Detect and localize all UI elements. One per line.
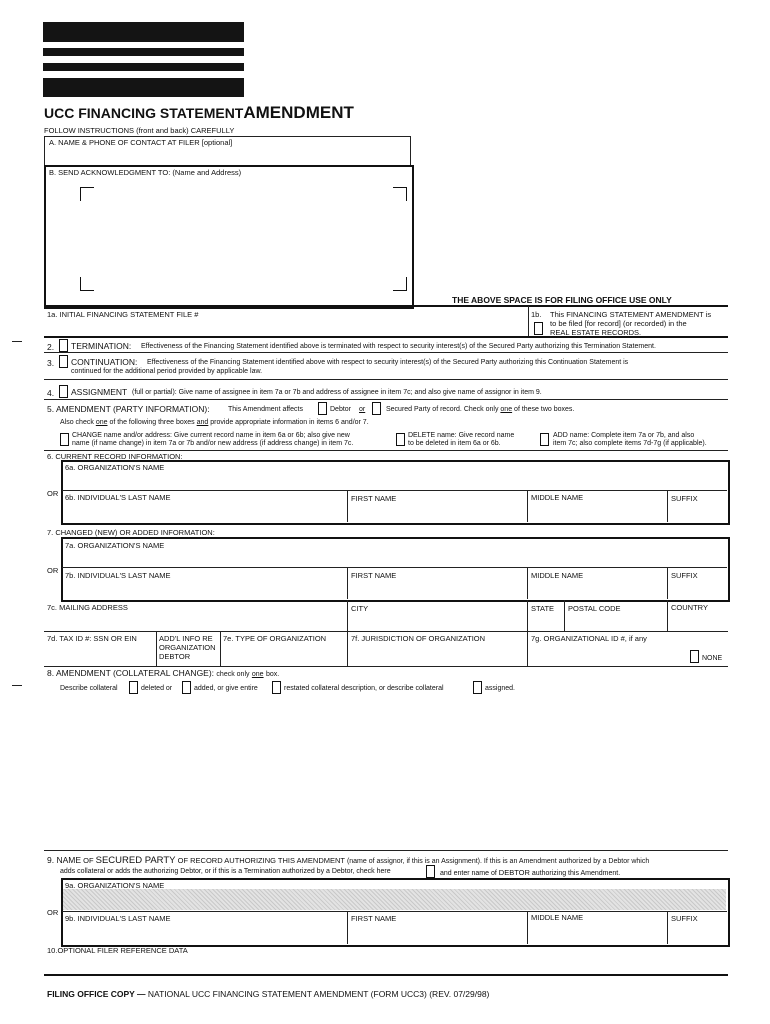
rule-5	[44, 450, 728, 451]
item6b-field[interactable]	[65, 504, 343, 518]
item7d-col1	[156, 632, 157, 666]
item10-label-line	[47, 946, 188, 955]
item7-or: OR	[47, 566, 59, 575]
item8-deleted: deleted or	[141, 685, 173, 692]
item9-note2: adds collateral or adds the authorizing Debtor, or if this is a Termination authorized by a Debtor, check here	[60, 868, 391, 875]
item9-col1	[347, 912, 348, 944]
rule-9-mid	[62, 911, 727, 912]
item3-num: 3.	[47, 358, 55, 368]
item5-secured: Secured Party of record. Check only	[386, 406, 499, 413]
item7-suffix-field[interactable]	[671, 582, 723, 596]
continuation-checkbox[interactable]	[59, 355, 68, 368]
item1b-text2: to be filed [for record] (or recorded) in the	[550, 319, 687, 328]
contact-label: A. NAME & PHONE OF CONTACT AT FILER [optional]	[49, 138, 233, 147]
item9-col2	[527, 912, 528, 944]
item7a-field[interactable]	[65, 552, 720, 566]
change-text2: name (if name change) in item 7a or 7b and/or new address (if address change) in item 7c.	[72, 440, 354, 447]
item7-state: STATE	[531, 604, 555, 613]
item5-one: one	[500, 406, 513, 413]
item5-also: Also check	[60, 419, 94, 426]
item7-title: 7. CHANGED (NEW) OR ADDED INFORMATION:	[47, 528, 215, 537]
item7-city-field[interactable]	[351, 614, 523, 628]
corner-mark-tr	[393, 187, 407, 201]
footer-rest: NATIONAL UCC FINANCING STATEMENT AMENDMENT (FORM UCC3) (REV. 07/29/98)	[147, 989, 490, 999]
item1b-num: 1b.	[531, 310, 542, 319]
item9b-label: 9b. INDIVIDUAL'S LAST NAME	[65, 914, 171, 923]
item8-box: box.	[265, 671, 280, 678]
corner-mark-bl	[80, 277, 94, 291]
item5-or: or	[359, 406, 366, 413]
secured-party-checkbox[interactable]	[372, 402, 381, 415]
item5-affects: This Amendment affects	[228, 406, 303, 413]
item6-suffix-field[interactable]	[671, 504, 723, 518]
rule-7d	[44, 666, 728, 667]
item7-postal: POSTAL CODE	[568, 604, 621, 613]
item10-num: 10.	[47, 946, 58, 955]
termination-checkbox[interactable]	[59, 339, 68, 352]
item9b-field[interactable]	[65, 925, 343, 939]
item6b-label: 6b. INDIVIDUAL'S LAST NAME	[65, 493, 171, 502]
item6-col2	[527, 491, 528, 522]
item7f-label: 7f. JURISDICTION OF ORGANIZATION	[351, 634, 486, 643]
item2-text: Effectiveness of the Financing Statement identified above is terminated with respect to security interest(s) of the Secured Party authorizing this Termination Statement.	[141, 343, 656, 350]
footer	[47, 989, 489, 999]
item6-suffix: SUFFIX	[671, 494, 698, 503]
change-checkbox[interactable]	[60, 433, 69, 446]
item9-note1: (name of assignor, if this is an Assignment). If this is an Amendment authorized by a Debtor which	[346, 858, 650, 865]
item9-secured: SECURED PARTY	[95, 855, 176, 866]
item7-col1	[347, 568, 348, 599]
item8-check: check only	[216, 671, 250, 678]
delete-text2: to be deleted in item 6a or 6b.	[408, 440, 501, 447]
item8-assigned: assigned.	[485, 685, 515, 692]
item1b-text1: This FINANCING STATEMENT AMENDMENT is	[550, 310, 712, 319]
item4-num: 4.	[47, 388, 55, 398]
change-text1: CHANGE name and/or address: Give current record name in item 6a or 6b; also give new	[72, 432, 350, 439]
collateral-description-area[interactable]	[47, 698, 725, 846]
item7d-col4	[527, 632, 528, 666]
item3-text2: continued for the additional period provided by applicable law.	[71, 368, 263, 375]
office-use-label: THE ABOVE SPACE IS FOR FILING OFFICE USE ONLY	[452, 295, 672, 305]
item7-first: FIRST NAME	[351, 571, 397, 580]
item9a-label: 9a. ORGANIZATION'S NAME	[65, 881, 165, 890]
none-checkbox[interactable]	[690, 650, 699, 663]
item9-col3	[667, 912, 668, 944]
item6a-field[interactable]	[65, 474, 720, 488]
item5-also-one: one	[95, 419, 108, 426]
item6-middle: MIDDLE NAME	[531, 493, 584, 502]
acknowledgment-field[interactable]	[96, 192, 386, 277]
add-text1: ADD name: Complete item 7a or 7b, and also	[553, 432, 695, 439]
item7-country-field[interactable]	[671, 614, 723, 628]
item7-middle-field[interactable]	[531, 582, 663, 596]
item7f-field[interactable]	[351, 645, 523, 659]
rule-1-top	[44, 305, 728, 307]
item7c-field[interactable]	[47, 614, 343, 628]
item7c-col1	[347, 600, 348, 631]
item5-secured-end: of these two boxes.	[514, 406, 575, 413]
item7-addl2: ORGANIZATION	[159, 643, 216, 652]
item8-one: one	[251, 671, 264, 678]
item7d-col2	[220, 632, 221, 666]
item5-also-end: provide appropriate information in items 6 and/or 7.	[210, 419, 369, 426]
item6-first-field[interactable]	[351, 504, 523, 518]
item7g-field[interactable]	[531, 645, 681, 659]
item7c-col4	[667, 600, 668, 631]
item10-label: OPTIONAL FILER REFERENCE DATA	[57, 946, 188, 955]
item7-country: COUNTRY	[671, 603, 708, 612]
item9-of: OF	[83, 856, 94, 865]
item1b-text3: REAL ESTATE RECORDS.	[550, 328, 642, 337]
item1a-label: 1a. INITIAL FINANCING STATEMENT FILE #	[47, 310, 199, 319]
rule-7c	[44, 631, 728, 632]
collateral-added-checkbox[interactable]	[182, 681, 191, 694]
item7-col2	[527, 568, 528, 599]
item8-title: 8. AMENDMENT (COLLATERAL CHANGE):	[47, 668, 215, 678]
item7b-label: 7b. INDIVIDUAL'S LAST NAME	[65, 571, 171, 580]
acknowledgment-label: B. SEND ACKNOWLEDGMENT TO: (Name and Address)	[49, 168, 242, 177]
item8-title-line	[47, 668, 279, 679]
item7-city: CITY	[351, 604, 369, 613]
item6-middle-field[interactable]	[531, 504, 663, 518]
item5-secured-line	[386, 406, 574, 414]
item8-restated: restated collateral description, or describe collateral	[284, 685, 444, 692]
item5-also-line	[60, 419, 369, 427]
item7d-label: 7d. TAX ID #: SSN OR EIN	[47, 634, 137, 643]
corner-mark-tl	[80, 187, 94, 201]
item9-middle-field[interactable]	[531, 925, 663, 939]
item8-describe: Describe collateral	[60, 685, 118, 692]
title-main: AMENDMENT	[243, 103, 354, 122]
collateral-restated-checkbox[interactable]	[272, 681, 281, 694]
item7-suffix: SUFFIX	[671, 571, 698, 580]
item9-suffix: SUFFIX	[671, 914, 698, 923]
item4-title: ASSIGNMENT	[71, 387, 128, 397]
item9-or: OR	[47, 908, 59, 917]
item7-first-field[interactable]	[351, 582, 523, 596]
item7c-label: 7c. MAILING ADDRESS	[47, 603, 128, 612]
item9-title-line	[47, 855, 649, 866]
item9-of-record: OF RECORD AUTHORIZING THIS AMENDMENT	[177, 856, 345, 865]
item6-col1	[347, 491, 348, 522]
item7e-field[interactable]	[223, 645, 343, 659]
rule-7-mid	[62, 567, 727, 568]
item7-addl1: ADD'L INFO RE	[159, 634, 213, 643]
item7e-label: 7e. TYPE OF ORGANIZATION	[223, 634, 327, 643]
delete-text1: DELETE name: Give record name	[408, 432, 515, 439]
corner-mark-br	[393, 277, 407, 291]
item2-num: 2.	[47, 342, 55, 352]
header-bar-bottom	[43, 78, 244, 97]
item6a-label: 6a. ORGANIZATION'S NAME	[65, 463, 165, 472]
debtor-authorized-checkbox[interactable]	[426, 865, 435, 878]
margin-tick-2	[12, 685, 22, 686]
item4-text: (full or partial): Give name of assignee in item 7a or 7b and address of assignee in item 7c; and also give name of assignor in item 9.	[132, 389, 542, 396]
rule-4	[44, 399, 728, 400]
item9-note3-line	[440, 868, 620, 878]
collateral-assigned-checkbox[interactable]	[473, 681, 482, 694]
item9-first-field[interactable]	[351, 925, 523, 939]
header-bar-top	[43, 22, 244, 42]
item2-title: TERMINATION:	[71, 341, 132, 351]
item8-added: added, or give entire	[194, 685, 258, 692]
footer-bold: FILING OFFICE COPY —	[47, 989, 146, 999]
item5-debtor: Debtor	[330, 406, 352, 413]
item7g-label: 7g. ORGANIZATIONAL ID #, if any	[531, 634, 647, 643]
item9-first: FIRST NAME	[351, 914, 397, 923]
item9-debtor: DEBTOR	[498, 868, 530, 877]
item7c-col3	[564, 600, 565, 631]
rule-8	[44, 850, 728, 851]
item5-also-rest: of the following three boxes	[109, 419, 195, 426]
item9-middle: MIDDLE NAME	[531, 913, 584, 922]
real-estate-checkbox[interactable]	[534, 322, 543, 335]
header-bar-mid2	[43, 63, 244, 71]
item7c-col2	[527, 600, 528, 631]
item7-addl3: DEBTOR	[159, 652, 191, 661]
item7d-col3	[347, 632, 348, 666]
item7-col3	[667, 568, 668, 599]
add-checkbox[interactable]	[540, 433, 549, 446]
rule-2	[44, 352, 728, 353]
item7-postal-field[interactable]	[568, 614, 663, 628]
item10-field[interactable]	[62, 957, 725, 971]
debtor-checkbox[interactable]	[318, 402, 327, 415]
item7b-field[interactable]	[65, 582, 343, 596]
assignment-checkbox[interactable]	[59, 385, 68, 398]
item6-first: FIRST NAME	[351, 494, 397, 503]
item3-title: CONTINUATION:	[71, 357, 138, 367]
item7-state-field[interactable]	[531, 614, 561, 628]
item9-note4: authorizing this Amendment.	[531, 870, 621, 877]
rule-10	[44, 974, 728, 976]
title-prefix: UCC FINANCING STATEMENT	[44, 105, 244, 121]
form-title	[44, 103, 354, 123]
collateral-deleted-checkbox[interactable]	[129, 681, 138, 694]
item5-title: 5. AMENDMENT (PARTY INFORMATION):	[47, 404, 210, 414]
header-bar-mid1	[43, 48, 244, 56]
item7-none: NONE	[702, 655, 723, 662]
item7-middle: MIDDLE NAME	[531, 571, 584, 580]
item1a-field[interactable]	[47, 320, 525, 334]
item9-suffix-field[interactable]	[671, 925, 723, 939]
margin-tick-1	[12, 341, 22, 342]
item9-note3: and enter name of	[440, 870, 497, 877]
add-text2: item 7c; also complete items 7d-7g (if applicable).	[553, 440, 707, 447]
contact-field[interactable]	[48, 149, 403, 163]
item9-num: 9. NAME	[47, 855, 82, 865]
item6-title: 6. CURRENT RECORD INFORMATION:	[47, 452, 183, 461]
item6-or: OR	[47, 489, 59, 498]
item1-divider	[528, 306, 529, 336]
item3-text1: Effectiveness of the Financing Statement identified above with respect to security interest(s) of the Secured Party authorizing this Continuation Statement is	[147, 359, 629, 366]
item9a-field-shaded[interactable]	[63, 889, 726, 910]
item5-also-and: and	[196, 419, 209, 426]
rule-3	[44, 379, 728, 380]
item7a-label: 7a. ORGANIZATION'S NAME	[65, 541, 165, 550]
item6-col3	[667, 491, 668, 522]
rule-1-bottom	[44, 336, 728, 338]
follow-instructions: FOLLOW INSTRUCTIONS (front and back) CAREFULLY	[44, 126, 235, 135]
delete-checkbox[interactable]	[396, 433, 405, 446]
rule-6-mid	[62, 490, 727, 491]
